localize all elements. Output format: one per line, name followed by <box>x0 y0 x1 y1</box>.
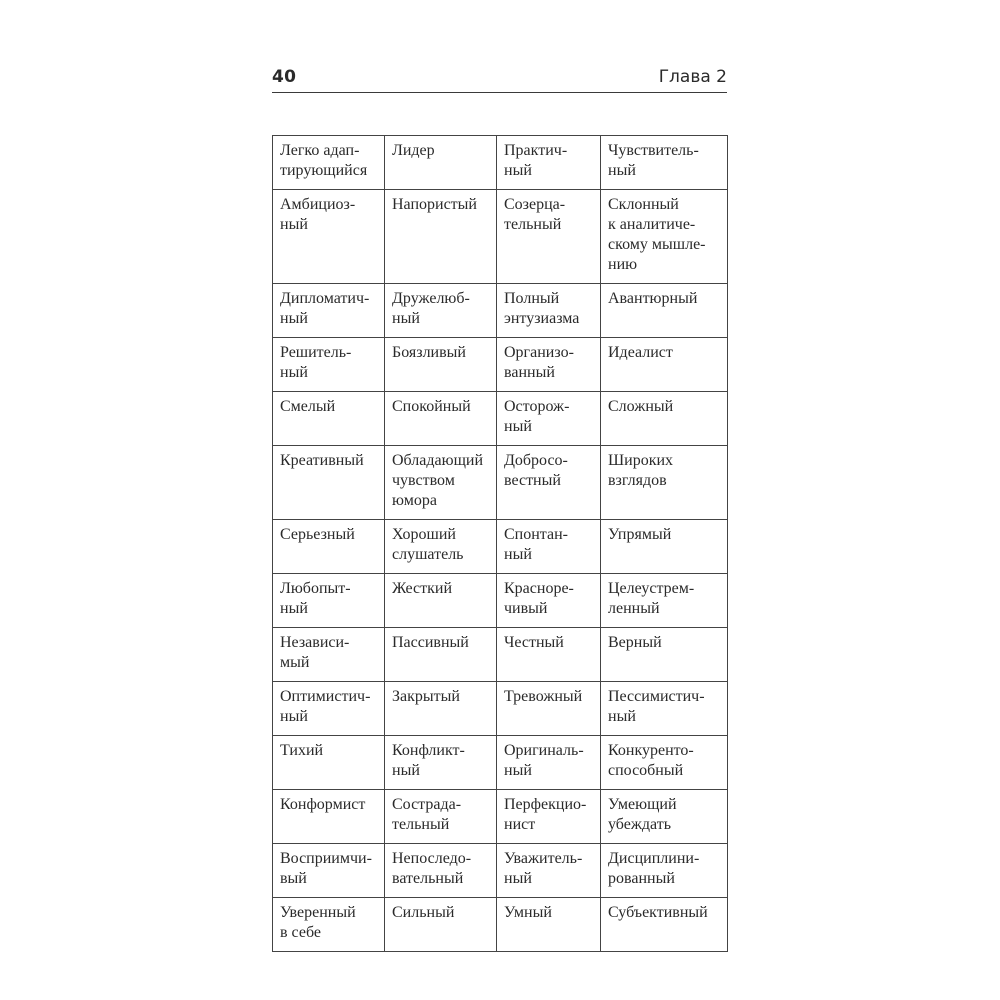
table-cell: Креативный <box>273 446 385 520</box>
table-cell: Хороший слушатель <box>385 520 497 574</box>
table-cell: Склонный к аналитиче- скому мышле- нию <box>601 190 728 284</box>
table-cell: Упрямый <box>601 520 728 574</box>
table-row <box>273 736 728 790</box>
table-cell: Целеустрем- ленный <box>601 574 728 628</box>
table-cell: Боязливый <box>385 338 497 392</box>
page-header <box>272 64 727 93</box>
table-cell: Идеалист <box>601 338 728 392</box>
table-cell: Созерца- тельный <box>497 190 601 284</box>
table-cell: Непоследо- вательный <box>385 844 497 898</box>
table-cell: Верный <box>601 628 728 682</box>
table-cell: Лидер <box>385 136 497 190</box>
table-cell: Субъективный <box>601 898 728 952</box>
table-cell: Обладающий чувством юмора <box>385 446 497 520</box>
table-cell: Серьезный <box>273 520 385 574</box>
table-cell: Уверенный в себе <box>273 898 385 952</box>
table-cell: Напористый <box>385 190 497 284</box>
table-cell: Дисциплини- рованный <box>601 844 728 898</box>
table-cell: Практич- ный <box>497 136 601 190</box>
table-cell: Уважитель- ный <box>497 844 601 898</box>
table-cell: Чувствитель- ный <box>601 136 728 190</box>
table-cell: Конфликт- ный <box>385 736 497 790</box>
table-cell: Сложный <box>601 392 728 446</box>
table-row <box>273 682 728 736</box>
table-cell: Оригиналь- ный <box>497 736 601 790</box>
page-number: 40 <box>272 67 297 87</box>
table-cell: Умный <box>497 898 601 952</box>
table-row <box>273 190 728 284</box>
table-cell: Умеющий убеждать <box>601 790 728 844</box>
table-cell: Перфекцио- нист <box>497 790 601 844</box>
table-row <box>273 446 728 520</box>
table-cell: Осторож- ный <box>497 392 601 446</box>
table-row <box>273 898 728 952</box>
traits-table <box>272 135 728 952</box>
table-row <box>273 284 728 338</box>
table-cell: Жесткий <box>385 574 497 628</box>
table-row <box>273 628 728 682</box>
table-row <box>273 574 728 628</box>
table-cell: Сильный <box>385 898 497 952</box>
table-cell: Амбициоз- ный <box>273 190 385 284</box>
table-cell: Легко адап- тирующийся <box>273 136 385 190</box>
chapter-title: Глава 2 <box>658 67 727 87</box>
table-cell: Смелый <box>273 392 385 446</box>
table-cell: Полный энтузиазма <box>497 284 601 338</box>
table-cell: Тихий <box>273 736 385 790</box>
table-cell: Дипломатич- ный <box>273 284 385 338</box>
table-cell: Тревожный <box>497 682 601 736</box>
table-cell: Пессимистич- ный <box>601 682 728 736</box>
table-cell: Оптимистич- ный <box>273 682 385 736</box>
table-row <box>273 520 728 574</box>
table-cell: Организо- ванный <box>497 338 601 392</box>
table-cell: Широких взглядов <box>601 446 728 520</box>
table-cell: Авантюрный <box>601 284 728 338</box>
table-cell: Пассивный <box>385 628 497 682</box>
table-row <box>273 338 728 392</box>
table-cell: Любопыт- ный <box>273 574 385 628</box>
table-cell: Восприимчи- вый <box>273 844 385 898</box>
table-cell: Сострада- тельный <box>385 790 497 844</box>
table-cell: Решитель- ный <box>273 338 385 392</box>
table-row <box>273 790 728 844</box>
table-cell: Дружелюб- ный <box>385 284 497 338</box>
table-row <box>273 844 728 898</box>
table-row <box>273 392 728 446</box>
table-cell: Закрытый <box>385 682 497 736</box>
table-cell: Конкуренто- способный <box>601 736 728 790</box>
table-cell: Независи- мый <box>273 628 385 682</box>
table-cell: Конформист <box>273 790 385 844</box>
table-cell: Спокойный <box>385 392 497 446</box>
table-cell: Честный <box>497 628 601 682</box>
table-cell: Красноре- чивый <box>497 574 601 628</box>
table-cell: Спонтан- ный <box>497 520 601 574</box>
table-cell: Добросо- вестный <box>497 446 601 520</box>
table-row <box>273 136 728 190</box>
